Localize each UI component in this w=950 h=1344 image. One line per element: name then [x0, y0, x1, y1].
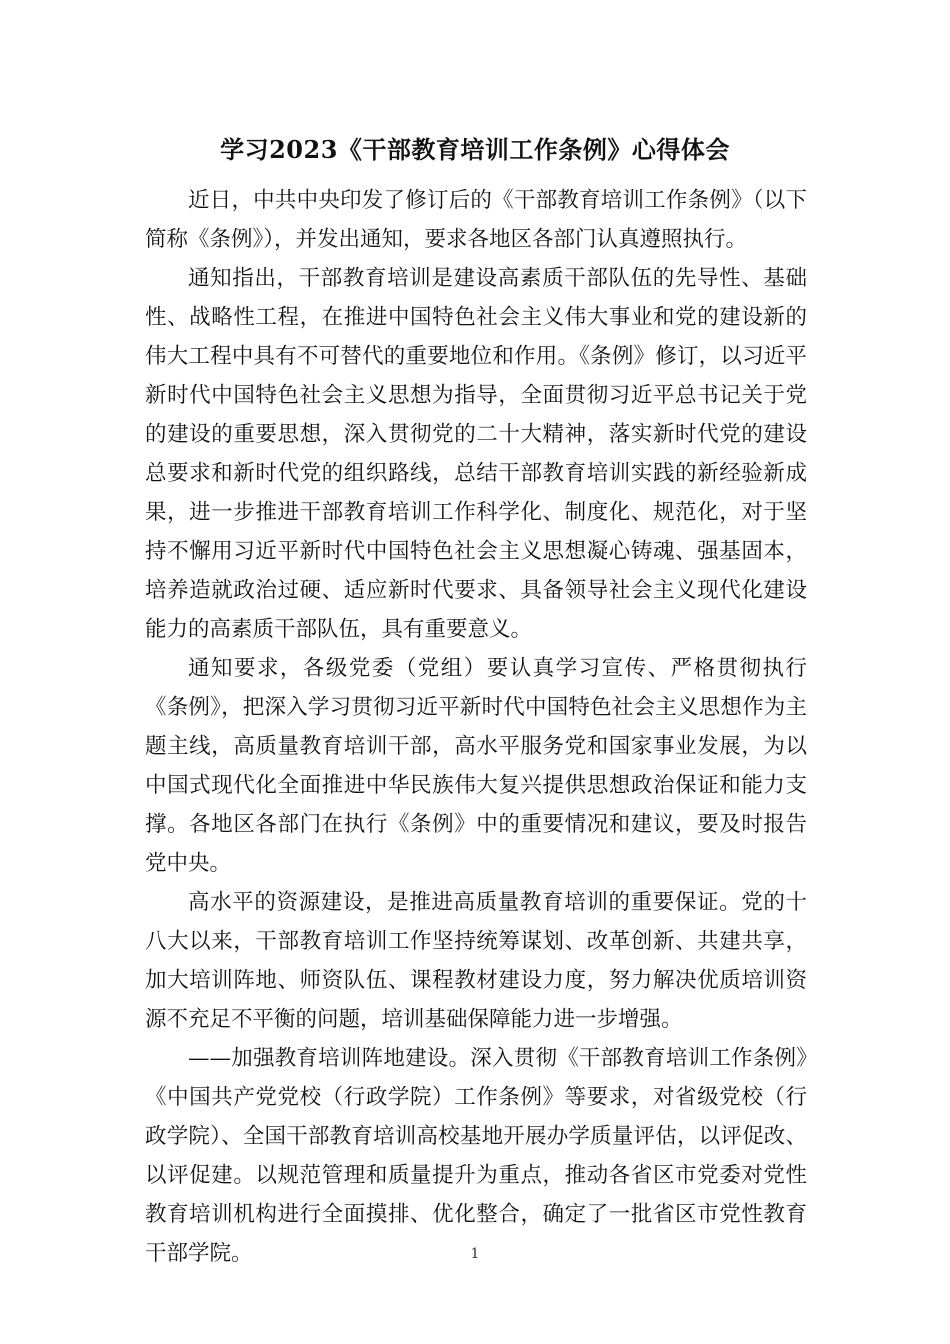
- paragraph: 通知要求，各级党委（党组）要认真学习宣传、严格贯彻执行《条例》，把深入学习贯彻习近平新时代中国特色社会主义思想作为主题主线，高质量教育培训干部，高水平服务党和国家事业发展，为以中国式现代化全面推进中华民族伟大复兴提供思想政治保证和能力支撑。各地区各部门在执行《条例》中的重要情况和建议，要及时报告党中央。: [145, 656, 807, 876]
- paragraph: 近日，中共中央印发了修订后的《干部教育培训工作条例》（以下简称《条例》），并发出通知，要求各地区各部门认真遵照执行。: [145, 188, 807, 252]
- document-body: [145, 181, 807, 1273]
- page-number: 1: [470, 1246, 480, 1262]
- document-title: 学习2023《干部教育培训工作条例》心得体会: [220, 135, 730, 164]
- paragraph: ——加强教育培训阵地建设。深入贯彻《干部教育培训工作条例》《中国共产党党校（行政学院）工作条例》等要求，对省级党校（行政学院）、全国干部教育培训高校基地开展办学质量评估，以评促改、以评促建。以规范管理和质量提升为重点，推动各省区市党委对党性教育培训机构进行全面摸排、优化整合，确定了一批省区市党性教育干部学院。: [145, 1046, 807, 1266]
- paragraph: 高水平的资源建设，是推进高质量教育培训的重要保证。党的十八大以来，干部教育培训工作坚持统筹谋划、改革创新、共建共享，加大培训阵地、师资队伍、课程教材建设力度，努力解决优质培训资源不充足不平衡的问题，培训基础保障能力进一步增强。: [145, 890, 807, 1032]
- paragraph: 通知指出，干部教育培训是建设高素质干部队伍的先导性、基础性、战略性工程，在推进中国特色社会主义伟大事业和党的建设新的伟大工程中具有不可替代的重要地位和作用。《条例》修订，以习近平新时代中国特色社会主义思想为指导，全面贯彻习近平总书记关于党的建设的重要思想，深入贯彻党的二十大精神，落实新时代党的建设总要求和新时代党的组织路线，总结干部教育培训实践的新经验新成果，进一步推进干部教育培训工作科学化、制度化、规范化，对于坚持不懈用习近平新时代中国特色社会主义思想凝心铸魂、强基固本，培养造就政治过硬、适应新时代要求、具备领导社会主义现代化建设能力的高素质干部队伍，具有重要意义。: [145, 266, 807, 642]
